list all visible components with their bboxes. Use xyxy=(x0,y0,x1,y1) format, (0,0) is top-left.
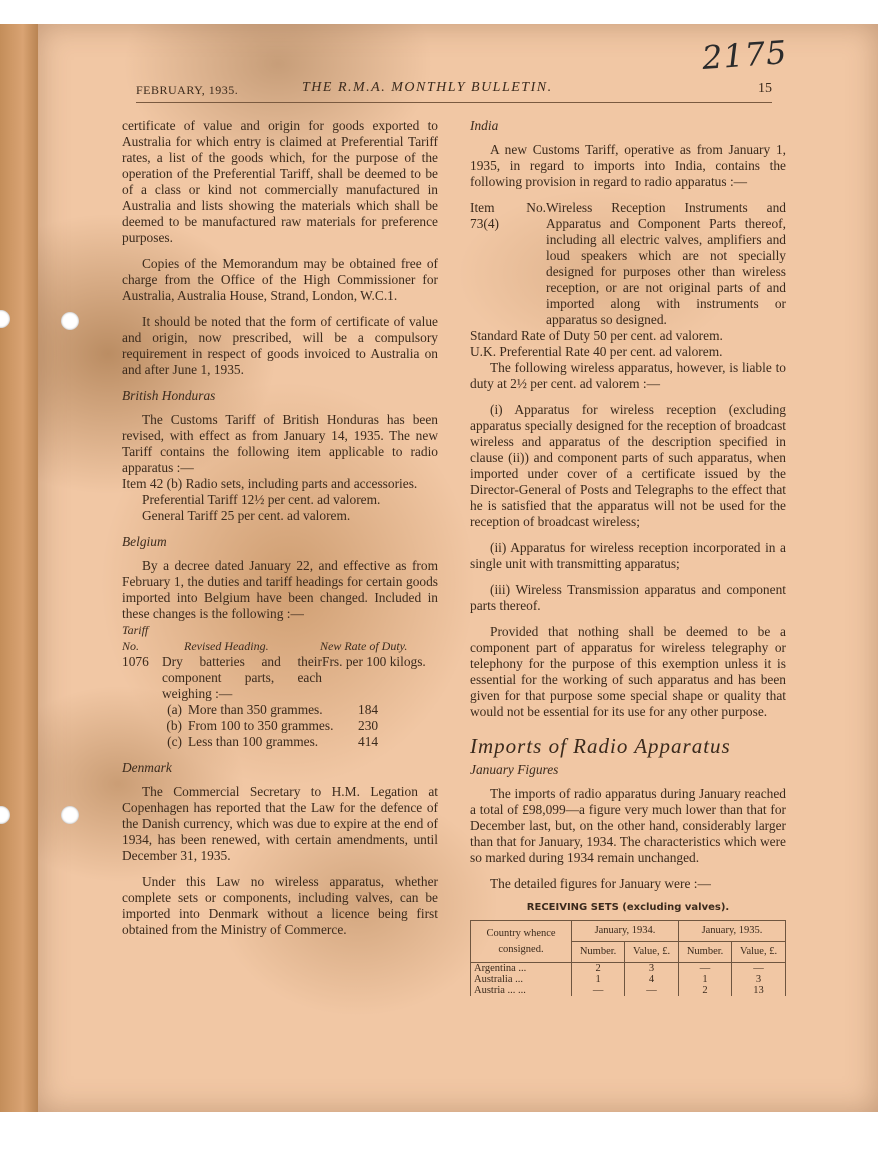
british-honduras-paragraph: The Customs Tariff of British Honduras has been revised, with effect as from January 14, 1935. The new Tariff contains the following item applicable to radio apparatus :— xyxy=(122,412,438,475)
punch-hole xyxy=(61,806,79,824)
tariff-subrow-desc: More than 350 grammes. xyxy=(188,702,323,717)
tariff-subrow xyxy=(122,718,438,734)
tariff-subrow-rate: 184 xyxy=(358,702,379,717)
issue-date: FEBRUARY, 1935. xyxy=(136,83,239,97)
india-item-label: Item No. 73(4) xyxy=(470,200,546,231)
table-cell: 13 xyxy=(732,985,786,996)
tariff-item-desc: Dry batteries and their component parts, each weighing :— xyxy=(162,654,322,701)
value-header: Value, £. xyxy=(732,942,786,963)
left-column xyxy=(122,118,438,938)
tariff-subrow-label: (a) xyxy=(167,702,182,717)
tariff-col-rate: New Rate of Duty. xyxy=(320,639,408,653)
india-heading: India xyxy=(470,118,499,133)
country-cell: Australia ... xyxy=(471,974,572,985)
tariff-col-no: No. xyxy=(122,639,140,653)
tariff-subrow-rate: 414 xyxy=(358,734,379,749)
tariff-subrow-rate: 230 xyxy=(358,718,379,733)
belgium-paragraph: By a decree dated January 22, and effective as from February 1, the duties and tariff headings for certain goods imported into Belgium have been changed. Included in these changes is the following :— xyxy=(122,558,438,621)
tariff-col-heading: Revised Heading. xyxy=(184,639,269,653)
tariff-subrow-desc: From 100 to 350 grammes. xyxy=(188,718,334,733)
table-cell: 2 xyxy=(678,985,731,996)
table-cell: — xyxy=(625,985,679,996)
australia-paragraph-3: It should be noted that the form of certificate of value and origin, now prescribed, will be a compulsory requirement in respect of goods invoiced to Australia on and after June 1, 1935. xyxy=(122,314,438,377)
imports-paragraph-2: The detailed figures for January were :— xyxy=(490,876,711,891)
table-cell: 1 xyxy=(572,974,625,985)
table-cell: 2 xyxy=(572,963,625,975)
table-cell: — xyxy=(678,963,731,975)
tariff-header-row xyxy=(122,638,438,654)
country-header: Country whence consigned. xyxy=(471,921,572,963)
tariff-subrow xyxy=(122,702,438,718)
india-item-text: Wireless Reception Instruments and Apparatus and Component Parts thereof, including all electric valves, amplifiers and loud speakers which are not specially designed for purposes other than wireless reception, or are not original parts of and imported along with instruments or apparatus so designed. xyxy=(546,200,786,327)
standard-rate: Standard Rate of Duty 50 per cent. ad valorem. xyxy=(470,328,723,343)
india-proviso: Provided that nothing shall be deemed to be a component part of apparatus for wireless telegraphy or telephony for the purpose of this exemption unless it is essential for the working of such apparatus and has been given for that purpose some special shape or quality that would not be essential for its use for any other purpose. xyxy=(470,624,786,719)
year-1935-header: January, 1935. xyxy=(678,921,785,942)
running-head xyxy=(136,80,772,103)
punch-hole xyxy=(61,312,79,330)
tariff-subrow-desc: Less than 100 grammes. xyxy=(188,734,319,749)
country-cell: Austria ... ... xyxy=(471,985,572,996)
preferential-rate: U.K. Preferential Rate 40 per cent. ad valorem. xyxy=(470,344,723,359)
table-row xyxy=(471,985,786,996)
imports-heading: Imports of Radio Apparatus xyxy=(470,734,731,758)
table-cell: 3 xyxy=(732,974,786,985)
preferential-tariff: Preferential Tariff 12½ per cent. ad valorem. xyxy=(142,492,381,507)
tariff-subrow-label: (b) xyxy=(166,718,182,733)
imports-paragraph-1: The imports of radio apparatus during January reached a total of £98,099—a figure very much lower than that for December last, but, on the other hand, considerably larger than that for January, 1934. The characteristics which were so marked during 1934 remain unchanged. xyxy=(470,786,786,865)
number-header: Number. xyxy=(572,942,625,963)
country-cell: Argentina ... xyxy=(471,963,572,975)
india-clause-3: (iii) Wireless Transmission apparatus and component parts thereof. xyxy=(470,582,786,613)
tariff-item-row xyxy=(122,654,438,702)
british-honduras-heading: British Honduras xyxy=(122,388,216,403)
january-figures-subheading: January Figures xyxy=(470,762,559,777)
receiving-sets-table xyxy=(470,920,786,996)
belgium-heading: Belgium xyxy=(122,534,167,549)
australia-paragraph-1: certificate of value and origin for goods exported to Australia for which entry is claimed at Preferential Tariff rates, a list of the goods which, for the purpose of the operation of the Preferential Tariff, shall be deemed to be of a class or kind not commercially manufactured in Australia and lists showing the materials which shall be deemed to be manufactured raw materials for preference purposes. xyxy=(122,118,438,245)
british-honduras-item: Item 42 (b) Radio sets, including parts and accessories. xyxy=(122,476,418,491)
general-tariff: General Tariff 25 per cent. ad valorem. xyxy=(142,508,351,523)
table-row xyxy=(471,974,786,985)
value-header: Value, £. xyxy=(625,942,679,963)
tariff-item-rate: Frs. per 100 kilogs. xyxy=(322,654,426,669)
tariff-item-no: 1076 xyxy=(122,654,149,669)
tariff-label: Tariff xyxy=(122,623,149,637)
australia-paragraph-2: Copies of the Memorandum may be obtained free of charge from the Office of the High Commissioner for Australia, Australia House, Strand, London, W.C.1. xyxy=(122,256,438,303)
table-cell: 3 xyxy=(625,963,679,975)
denmark-paragraph-1: The Commercial Secretary to H.M. Legation at Copenhagen has reported that the Law for the defence of the Danish currency, which was due to expire at the end of 1934, has been renewed, with certain amendments, until December 31, 1935. xyxy=(122,784,438,863)
denmark-paragraph-2: Under this Law no wireless apparatus, whether complete sets or components, including valves, can be imported into Denmark without a licence being first obtained from the Ministry of Commerce. xyxy=(122,874,438,937)
tariff-subrow xyxy=(122,734,438,750)
table-cell: 1 xyxy=(678,974,731,985)
denmark-heading: Denmark xyxy=(122,760,172,775)
year-1934-header: January, 1934. xyxy=(572,921,679,942)
india-item-block xyxy=(470,200,786,328)
table-cell: — xyxy=(572,985,625,996)
page-number: 15 xyxy=(758,81,772,96)
number-header: Number. xyxy=(678,942,731,963)
india-clause-2: (ii) Apparatus for wireless reception incorporated in a single unit with transmitting apparatus; xyxy=(470,540,786,571)
india-paragraph-1: A new Customs Tariff, operative as from January 1, 1935, in regard to imports into India, contains the following provision in regard to radio apparatus :— xyxy=(470,142,786,189)
handwritten-note: 2175 xyxy=(700,33,789,77)
india-paragraph-2: The following wireless apparatus, however, is liable to duty at 2½ per cent. ad valorem :— xyxy=(470,360,786,391)
bulletin-title: THE R.M.A. MONTHLY BULLETIN. xyxy=(302,80,553,95)
table-cell: 4 xyxy=(625,974,679,985)
table-caption: RECEIVING SETS (excluding valves). xyxy=(526,902,730,913)
previous-page-edge xyxy=(0,24,39,1112)
right-column xyxy=(470,118,786,996)
tariff-subrow-label: (c) xyxy=(167,734,182,749)
table-cell: — xyxy=(732,963,786,975)
india-clause-1: (i) Apparatus for wireless reception (excluding apparatus specially designed for the reception of broadcast wireless and apparatus of the description specified in clause (ii)) and component parts of such apparatus, when imported under cover of a certificate issued by the Director-General of Posts and Telegraphs to the effect that he is satisfied that the apparatus will not be used for the reception of broadcast wireless; xyxy=(470,402,786,529)
table-row xyxy=(471,963,786,975)
